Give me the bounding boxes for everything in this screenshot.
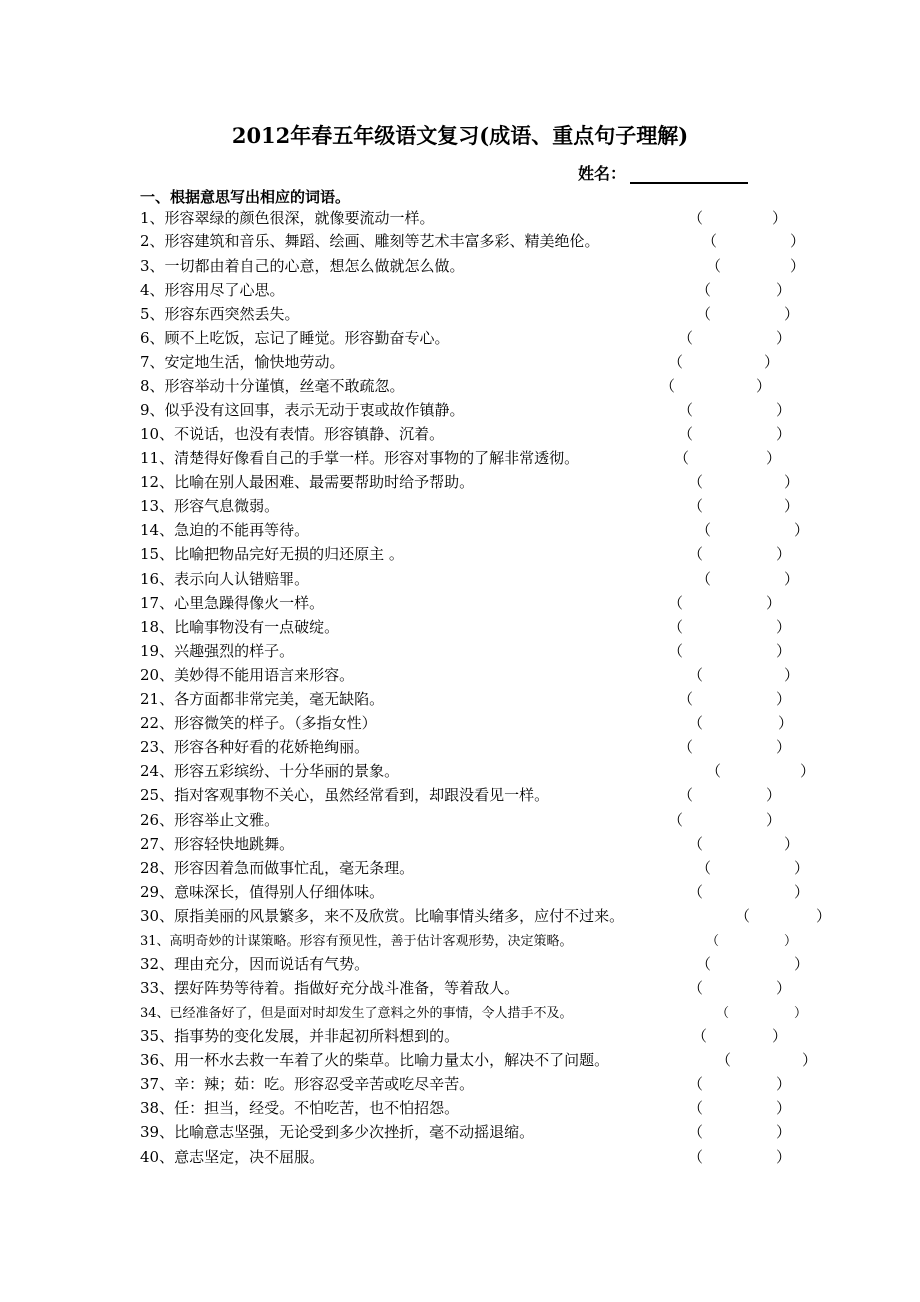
question-text: 14、急迫的不能再等待。 — [140, 521, 310, 539]
answer-bracket-open[interactable]: （ — [678, 690, 694, 708]
question-text: 5、形容东西突然丢失。 — [140, 305, 300, 323]
question-text: 19、兴趣强烈的样子。 — [140, 642, 295, 660]
answer-bracket-open[interactable]: （ — [706, 762, 722, 780]
question-text: 23、形容各种好看的花娇艳绚丽。 — [140, 738, 370, 756]
question-text: 17、心里急躁得像火一样。 — [140, 594, 325, 612]
question-text: 30、原指美丽的风景繁多，来不及欣赏。比喻事情头绪多，应付不过来。 — [140, 907, 625, 925]
answer-bracket-close: ） — [784, 305, 800, 323]
question-text: 15、比喻把物品完好无损的归还原主 。 — [140, 545, 404, 563]
answer-bracket-close: ） — [776, 1123, 792, 1141]
answer-bracket-close: ） — [766, 449, 782, 467]
answer-bracket-close: ） — [772, 209, 788, 227]
answer-bracket-close: ） — [800, 762, 816, 780]
question-text: 2、形容建筑和音乐、舞蹈、绘画、雕刻等艺术丰富多彩、精美绝伦。 — [140, 232, 600, 250]
question-text: 22、形容微笑的样子。（多指女性） — [140, 714, 377, 732]
answer-bracket-open[interactable]: （ — [696, 955, 712, 973]
answer-bracket-close: ） — [784, 570, 800, 588]
answer-bracket-close: ） — [766, 811, 782, 829]
answer-bracket-close: ） — [764, 353, 780, 371]
answer-bracket-open[interactable]: （ — [688, 497, 704, 515]
answer-bracket-open[interactable]: （ — [706, 934, 720, 949]
answer-bracket-open[interactable]: （ — [660, 377, 676, 395]
question-text: 33、摆好阵势等待着。指做好充分战斗准备，等着敌人。 — [140, 979, 520, 997]
question-text: 6、顾不上吃饭，忘记了睡觉。形容勤奋专心。 — [140, 329, 450, 347]
answer-bracket-open[interactable]: （ — [668, 353, 684, 371]
answer-bracket-open[interactable]: （ — [696, 859, 712, 877]
answer-bracket-close: ） — [766, 594, 782, 612]
question-text: 27、形容轻快地跳舞。 — [140, 835, 295, 853]
question-text: 28、形容因着急而做事忙乱，毫无条理。 — [140, 859, 415, 877]
answer-bracket-open[interactable]: （ — [678, 738, 694, 756]
question-text: 37、辛：辣；茹：吃。形容忍受辛苦或吃尽辛苦。 — [140, 1075, 475, 1093]
answer-bracket-close: ） — [776, 1099, 792, 1117]
answer-bracket-close: ） — [794, 859, 810, 877]
question-text: 7、安定地生活，愉快地劳动。 — [140, 353, 345, 371]
answer-bracket-close: ） — [784, 666, 800, 684]
question-text: 21、各方面都非常完美，毫无缺陷。 — [140, 690, 385, 708]
answer-bracket-open[interactable]: （ — [678, 786, 694, 804]
answer-bracket-open[interactable]: （ — [696, 305, 712, 323]
question-text: 25、指对客观事物不关心，虽然经常看到，却跟没看见一样。 — [140, 786, 550, 804]
question-text: 9、似乎没有这回事，表示无动于衷或故作镇静。 — [140, 401, 465, 419]
question-text: 10、不说话，也没有表情。形容镇静、沉着。 — [140, 425, 445, 443]
answer-bracket-open[interactable]: （ — [696, 521, 712, 539]
question-text: 8、形容举动十分谨慎，丝毫不敢疏忽。 — [140, 377, 405, 395]
answer-bracket-open[interactable]: （ — [688, 979, 704, 997]
question-text: 11、清楚得好像看自己的手掌一样。形容对事物的了解非常透彻。 — [140, 449, 580, 467]
answer-bracket-open[interactable]: （ — [696, 281, 712, 299]
question-text: 29、意味深长，值得别人仔细体味。 — [140, 883, 385, 901]
answer-bracket-open[interactable]: （ — [716, 1051, 732, 1069]
question-text: 13、形容气息微弱。 — [140, 497, 280, 515]
answer-bracket-open[interactable]: （ — [688, 1099, 704, 1117]
answer-bracket-close: ） — [794, 521, 810, 539]
answer-bracket-open[interactable]: （ — [688, 883, 704, 901]
question-text: 12、比喻在别人最困难、最需要帮助时给予帮助。 — [140, 473, 475, 491]
answer-bracket-open[interactable]: （ — [696, 570, 712, 588]
answer-bracket-close: ） — [816, 907, 832, 925]
question-text: 40、意志坚定，决不屈服。 — [140, 1148, 325, 1166]
answer-bracket-close: ） — [802, 1051, 818, 1069]
answer-bracket-open[interactable]: （ — [716, 1006, 730, 1021]
question-text: 31、高明奇妙的计谋策略。形容有预见性，善于估计客观形势，决定策略。 — [140, 934, 573, 949]
answer-bracket-open[interactable]: （ — [688, 1075, 704, 1093]
answer-bracket-open[interactable]: （ — [706, 257, 722, 275]
answer-bracket-open[interactable]: （ — [688, 1123, 704, 1141]
question-text: 35、指事势的变化发展，并非起初所料想到的。 — [140, 1027, 460, 1045]
question-text: 36、用一杯水去救一车着了火的柴草。比喻力量太小，解决不了问题。 — [140, 1051, 610, 1069]
answer-bracket-close: ） — [776, 1148, 792, 1166]
question-text: 39、比喻意志坚强，无论受到多少次挫折，毫不动摇退缩。 — [140, 1123, 535, 1141]
answer-bracket-close: ） — [776, 425, 792, 443]
question-text: 26、形容举止文雅。 — [140, 811, 280, 829]
answer-bracket-close: ） — [794, 1006, 808, 1021]
answer-bracket-close: ） — [790, 232, 806, 250]
name-label: 姓名： — [578, 164, 627, 183]
answer-bracket-open[interactable]: （ — [688, 209, 704, 227]
section-title: 一、根据意思写出相应的词语。 — [140, 188, 351, 206]
answer-bracket-close: ） — [772, 1027, 788, 1045]
answer-bracket-open[interactable]: （ — [688, 835, 704, 853]
answer-bracket-close: ） — [784, 473, 800, 491]
answer-bracket-open[interactable]: （ — [668, 811, 684, 829]
answer-bracket-close: ） — [776, 401, 792, 419]
question-text: 16、表示向人认错赔罪。 — [140, 570, 310, 588]
answer-bracket-open[interactable]: （ — [668, 594, 684, 612]
answer-bracket-close: ） — [776, 281, 792, 299]
answer-bracket-open[interactable]: （ — [688, 545, 704, 563]
answer-bracket-open[interactable]: （ — [668, 618, 684, 636]
answer-bracket-close: ） — [790, 257, 806, 275]
answer-bracket-open[interactable]: （ — [688, 666, 704, 684]
answer-bracket-open[interactable]: （ — [674, 449, 690, 467]
answer-bracket-open[interactable]: （ — [678, 425, 694, 443]
answer-bracket-open[interactable]: （ — [702, 232, 718, 250]
answer-bracket-close: ） — [784, 497, 800, 515]
question-text: 4、形容用尽了心思。 — [140, 281, 285, 299]
answer-bracket-open[interactable]: （ — [688, 473, 704, 491]
answer-bracket-close: ） — [794, 883, 810, 901]
answer-bracket-close: ） — [776, 618, 792, 636]
answer-bracket-close: ） — [784, 934, 798, 949]
answer-bracket-close: ） — [776, 642, 792, 660]
answer-bracket-open[interactable]: （ — [668, 642, 684, 660]
answer-bracket-close: ） — [778, 714, 794, 732]
answer-bracket-open[interactable]: （ — [692, 1027, 708, 1045]
page-title: 2012年春五年级语文复习(成语、重点句子理解) — [231, 123, 689, 148]
question-text: 38、任：担当，经受。不怕吃苦，也不怕招怨。 — [140, 1099, 460, 1117]
answer-bracket-open[interactable]: （ — [688, 714, 704, 732]
answer-bracket-close: ） — [794, 955, 810, 973]
answer-bracket-close: ） — [776, 329, 792, 347]
question-text: 20、美妙得不能用语言来形容。 — [140, 666, 355, 684]
answer-bracket-close: ） — [776, 738, 792, 756]
question-text: 18、比喻事物没有一点破绽。 — [140, 618, 340, 636]
name-blank-line[interactable] — [630, 167, 748, 184]
answer-bracket-close: ） — [776, 979, 792, 997]
question-text: 32、理由充分，因而说话有气势。 — [140, 955, 370, 973]
question-text: 3、一切都由着自己的心意，想怎么做就怎么做。 — [140, 257, 465, 275]
answer-bracket-close: ） — [776, 1075, 792, 1093]
question-text: 34、已经准备好了，但是面对时却发生了意料之外的事情，令人措手不及。 — [140, 1006, 573, 1021]
answer-bracket-close: ） — [766, 786, 782, 804]
answer-bracket-open[interactable]: （ — [688, 1148, 704, 1166]
answer-bracket-close: ） — [756, 377, 772, 395]
question-text: 1、形容翠绿的颜色很深，就像要流动一样。 — [140, 209, 435, 227]
answer-bracket-close: ） — [784, 835, 800, 853]
answer-bracket-open[interactable]: （ — [678, 329, 694, 347]
question-text: 24、形容五彩缤纷、十分华丽的景象。 — [140, 762, 400, 780]
answer-bracket-close: ） — [776, 545, 792, 563]
answer-bracket-open[interactable]: （ — [678, 401, 694, 419]
answer-bracket-open[interactable]: （ — [735, 907, 751, 925]
name-field[interactable] — [578, 161, 748, 184]
answer-bracket-close: ） — [776, 690, 792, 708]
